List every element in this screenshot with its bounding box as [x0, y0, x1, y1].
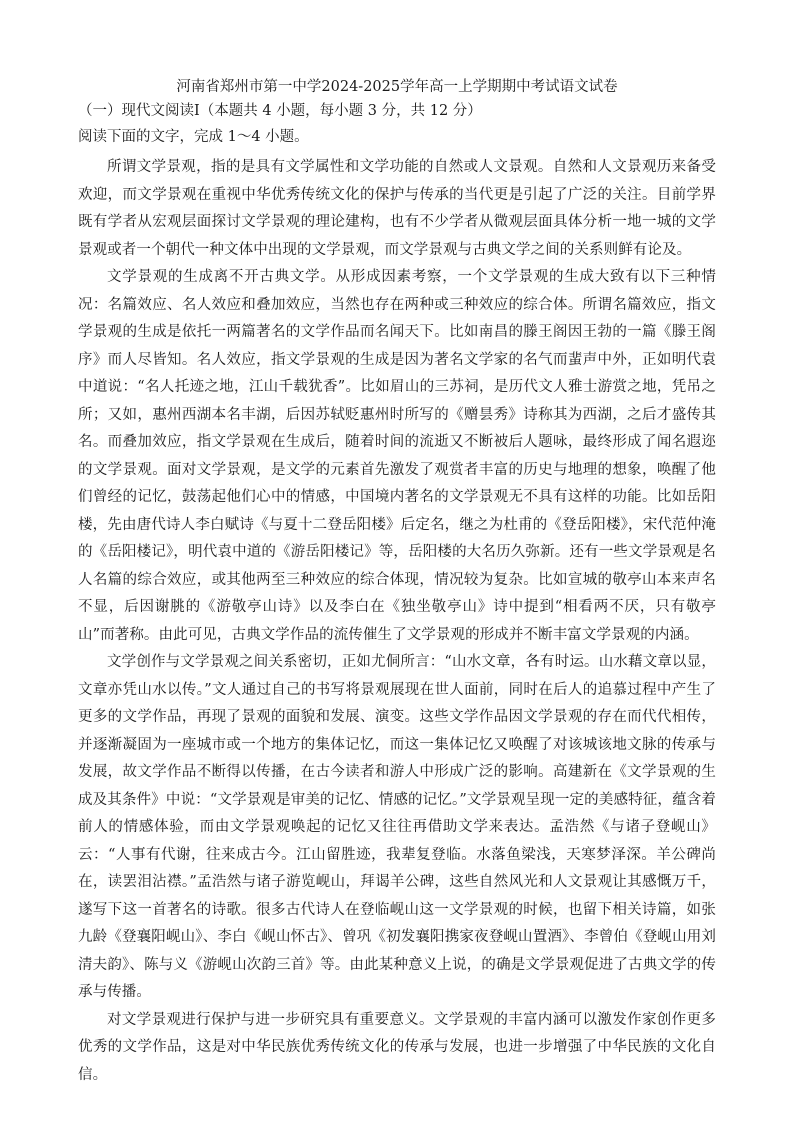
reading-instruction: 阅读下面的文字，完成 1～4 小题。: [78, 129, 309, 145]
reading-passage: [78, 154, 716, 1089]
section-heading: （一）现代文阅读Ⅰ（本题共 4 小题，每小题 3 分，共 12 分）: [78, 103, 482, 119]
passage-paragraph-1: 所谓文学景观，指的是具有文学属性和文学功能的自然或人文景观。自然和人文景观历来备受欢迎，而文学景观在重视中华优秀传统文化的保护与传承的当代更是引起了广泛的关注。目前学界既有学者从宏观层面探讨文学景观的理论建构，也有不少学者从微观层面具体分析一地一城的文学景观或者一个朝代一种文体中出现的文学景观，而文学景观与古典文学之间的关系则鲜有论及。: [78, 159, 716, 258]
exam-title: 河南省郑州市第一中学2024-2025学年高一上学期期中考试语文试卷: [176, 79, 618, 95]
passage-paragraph-3: 文学创作与文学景观之间关系密切，正如尤侗所言：“山水文章，各有时运。山水藉文章以显，文章亦凭山水以传。”文人通过自己的书写将景观展现在世人面前，同时在后人的追慕过程中产生了更多的文学作品，再现了景观的面貌和发展、演变。这些文学作品因文学景观的存在而代代相传，并逐渐凝固为一座城市或一个地方的集体记忆，而这一集体记忆又唤醒了对该城该地文脉的传承与发展，故文学作品不断得以传播，在古今读者和游人中形成广泛的影响。高建新在《文学景观的生成及其条件》中说：“文学景观是审美的记忆、情感的记忆。”文学景观呈现一定的美感特征，蕴含着前人的情感体验，而由文学景观唤起的记忆又往往再借助文学来表达。孟浩然《与诸子登岘山》云：“人事有代谢，往来成古今。江山留胜迹，我辈复登临。水落鱼梁浅，天寒梦泽深。羊公碑尚在，读罢泪沾襟。”孟浩然与诸子游览岘山，拜谒羊公碑，这些自然风光和人文景观让其感慨万千，遂写下这一首著名的诗歌。很多古代诗人在登临岘山这一文学景观的时候，也留下相关诗篇，如张九龄《登襄阳岘山》、李白《岘山怀古》、曾巩《初发襄阳携家夜登岘山置酒》、李曾伯《登岘山用刘清夫韵》、陈与义《游岘山次韵三首》等。由此某种意义上说，的确是文学景观促进了古典文学的传承与传播。: [78, 654, 716, 1000]
passage-paragraph-2: 文学景观的生成离不开古典文学。从形成因素考察，一个文学景观的生成大致有以下三种情况：名篇效应、名人效应和叠加效应，当然也存在两种或三种效应的综合体。所谓名篇效应，指文学景观的生成是依托一两篇著名的文学作品而名闻天下。比如南昌的滕王阁因王勃的一篇《滕王阁序》而人尽皆知。名人效应，指文学景观的生成是因为著名文学家的名气而蜚声中外，正如明代袁中道说：“名人托迹之地，江山千载犹香”。比如眉山的三苏祠，是历代文人雅士游赏之地，凭吊之所；又如，惠州西湖本名丰湖，后因苏轼贬惠州时所写的《赠昙秀》诗称其为西湖，之后才盛传其名。而叠加效应，指文学景观在生成后，随着时间的流逝又不断被后人题咏，最终形成了闻名遐迩的文学景观。面对文学景观，是文学的元素首先激发了观赏者丰富的历史与地理的想象，唤醒了他们曾经的记忆，鼓荡起他们心中的情感，中国境内著名的文学景观无不具有这样的功能。比如岳阳楼，先由唐代诗人李白赋诗《与夏十二登岳阳楼》后定名，继之为杜甫的《登岳阳楼》，宋代范仲淹的《岳阳楼记》，明代袁中道的《游岳阳楼记》等，岳阳楼的大名历久弥新。还有一些文学景观是名人名篇的综合效应，或其他两至三种效应的综合体现，情况较为复杂。比如宣城的敬亭山本来声名不显，后因谢朓的《游敬亭山诗》以及李白在《独坐敬亭山》诗中提到“相看两不厌，只有敬亭山”而著称。由此可见，古典文学作品的流传催生了文学景观的形成并不断丰富文学景观的内涵。: [78, 269, 716, 643]
passage-paragraph-4: 对文学景观进行保护与进一步研究具有重要意义。文学景观的丰富内涵可以激发作家创作更多优秀的文学作品，这是对中华民族优秀传统文化的传承与发展，也进一步增强了中华民族的文化自信。: [78, 1011, 716, 1083]
